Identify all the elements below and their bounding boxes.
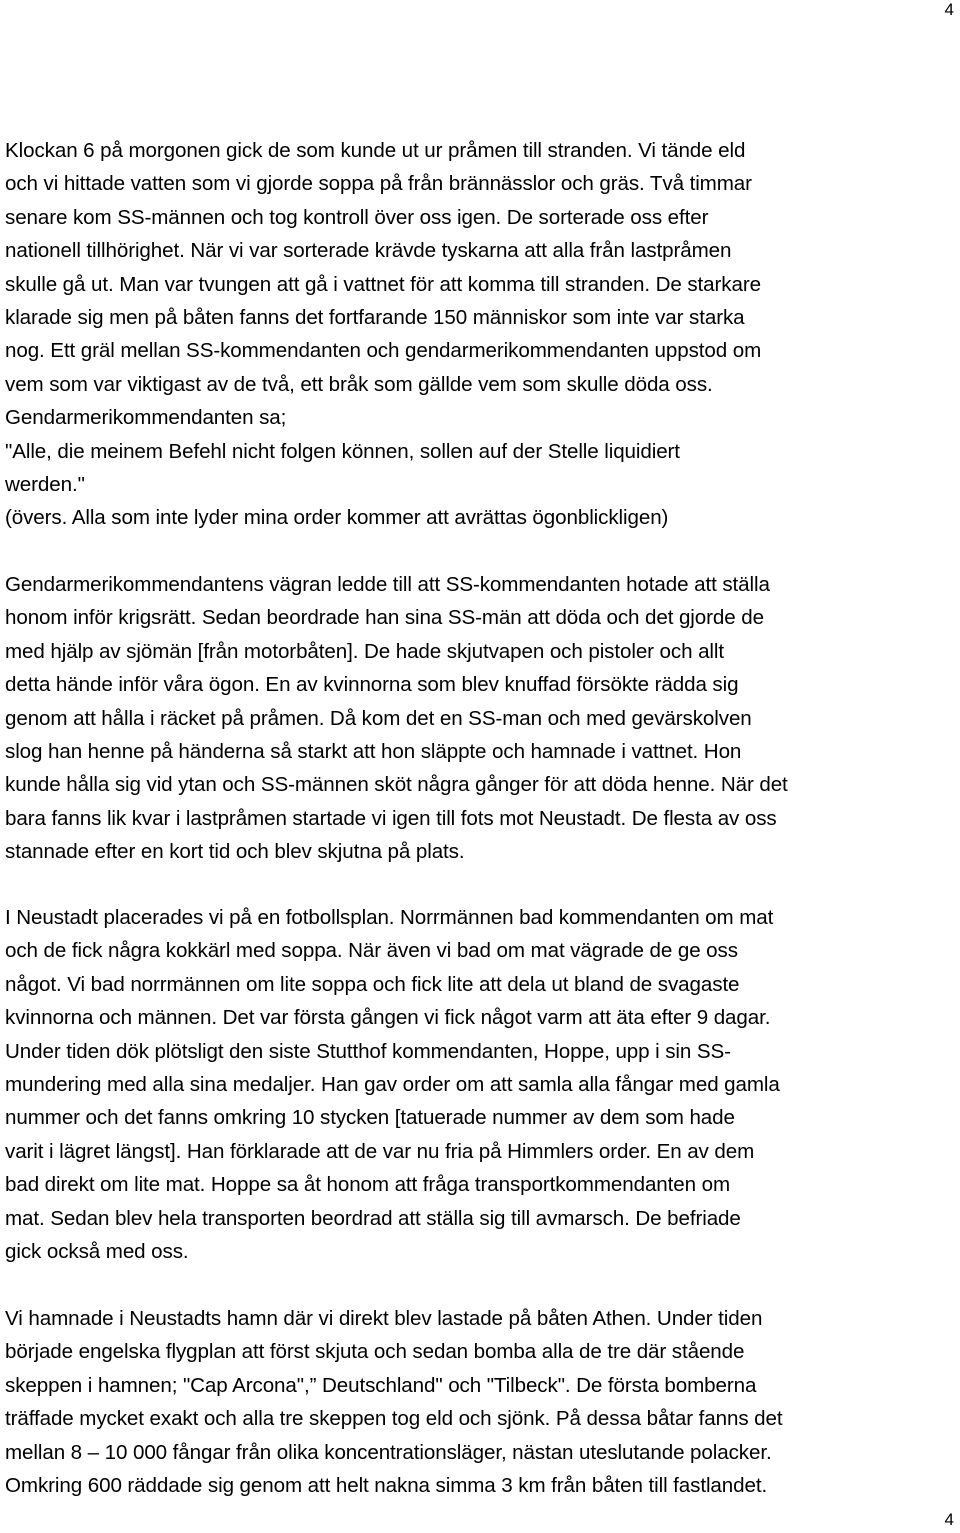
paragraph-2 — [5, 568, 955, 869]
paragraph-4 — [5, 1302, 955, 1502]
text-line: mellan 8 – 10 000 fångar från olika koncentrationsläger, nästan uteslutande polacker. — [5, 1440, 772, 1464]
text-line: och vi hittade vatten som vi gjorde soppa på från brännässlor och gräs. Två timmar — [5, 172, 752, 196]
text-line: och de fick några kokkärl med soppa. När även vi bad om mat vägrade de ge oss — [5, 939, 738, 963]
text-line: Gendarmerikommendantens vägran ledde till att SS-kommendanten hotade att ställa — [5, 573, 770, 596]
text-line: kvinnorna och männen. Det var första gången vi fick något varm att äta efter 9 dagar. — [5, 1006, 771, 1030]
text-line: bad direkt om lite mat. Hoppe sa åt honom att fråga transportkommendanten om — [5, 1173, 731, 1197]
text-line: vem som var viktigast av de två, ett bråk som gällde vem som skulle döda oss. — [5, 372, 713, 396]
text-line: skulle gå ut. Man var tvungen att gå i vattnet för att komma till stranden. De starkare — [5, 272, 761, 296]
text-line: mundering med alla sina medaljer. Han gav order om att samla alla fångar med gamla — [5, 1073, 780, 1097]
page-number-top: 4 — [944, 0, 954, 19]
text-line: stannade efter en kort tid och blev skjutna på plats. — [5, 840, 465, 864]
text-line: nummer och det fanns omkring 10 stycken [tatuerade nummer av dem som hade — [5, 1106, 735, 1130]
text-line: träffade mycket exakt och alla tre skeppen tog eld och sjönk. På dessa båtar fanns det — [5, 1407, 783, 1431]
text-line: mat. Sedan blev hela transporten beordrad att ställa sig till avmarsch. De befriade — [5, 1206, 741, 1230]
paragraph-1 — [5, 134, 955, 535]
text-line: började engelska flygplan att först skjuta och sedan bomba alla de tre där stående — [5, 1340, 745, 1364]
text-line: detta hände inför våra ögon. En av kvinnorna som blev knuffad försökte rädda sig — [5, 673, 739, 697]
text-line: nationell tillhörighet. När vi var sorterade krävde tyskarna att alla från lastpråmen — [5, 239, 732, 263]
text-line: bara fanns lik kvar i lastpråmen startade vi igen till fots mot Neustadt. De flesta av oss — [5, 806, 777, 830]
text-line: med hjälp av sjömän [från motorbåten]. De hade skjutvapen och pistoler och allt — [5, 639, 725, 663]
text-line: werden." — [5, 473, 85, 497]
text-line: Gendarmerikommendanten sa; — [5, 406, 287, 430]
text-line: Vi hamnade i Neustadts hamn där vi direkt blev lastade på båten Athen. Under tiden — [5, 1307, 763, 1330]
text-line: "Alle, die meinem Befehl nicht folgen können, sollen auf der Stelle liquidiert — [5, 439, 680, 463]
text-line: nog. Ett gräl mellan SS-kommendanten och gendarmerikommendanten uppstod om — [5, 339, 762, 363]
text-line: genom att hålla i räcket på pråmen. Då kom det en SS-man och med gevärskolven — [5, 706, 752, 730]
text-line: honom inför krigsrätt. Sedan beordrade han sina SS-män att döda och det gjorde de — [5, 606, 764, 630]
text-line: varit i lägret längst]. Han förklarade att de var nu fria på Himmlers order. En av dem — [5, 1139, 755, 1163]
paragraph-3 — [5, 901, 955, 1268]
text-line: slog han henne på händerna så starkt att hon släppte och hamnade i vattnet. Hon — [5, 740, 742, 764]
text-line: skeppen i hamnen; "Cap Arcona",” Deutschland" och "Tilbeck". De första bomberna — [5, 1373, 757, 1397]
text-line: (övers. Alla som inte lyder mina order kommer att avrättas ögonblickligen) — [5, 506, 669, 530]
text-line: Klockan 6 på morgonen gick de som kunde ut ur pråmen till stranden. Vi tände eld — [5, 139, 746, 162]
text-line: gick också med oss. — [5, 1240, 189, 1264]
page-number-bottom: 4 — [944, 1510, 954, 1529]
text-line: Omkring 600 räddade sig genom att helt nakna simma 3 km från båten till fastlandet. — [5, 1474, 768, 1498]
text-line: kunde hålla sig vid ytan och SS-männen sköt några gånger för att döda henne. När det — [5, 773, 788, 797]
text-line: senare kom SS-männen och tog kontroll över oss igen. De sorterade oss efter — [5, 205, 709, 229]
text-line: klarade sig men på båten fanns det fortfarande 150 människor som inte var starka — [5, 306, 745, 330]
text-line: något. Vi bad norrmännen om lite soppa och fick lite att dela ut bland de svagaste — [5, 972, 740, 996]
text-line: I Neustadt placerades vi på en fotbollsplan. Norrmännen bad kommendanten om mat — [5, 906, 774, 929]
text-line: Under tiden dök plötsligt den siste Stutthof kommendanten, Hoppe, upp i sin SS- — [5, 1039, 731, 1063]
